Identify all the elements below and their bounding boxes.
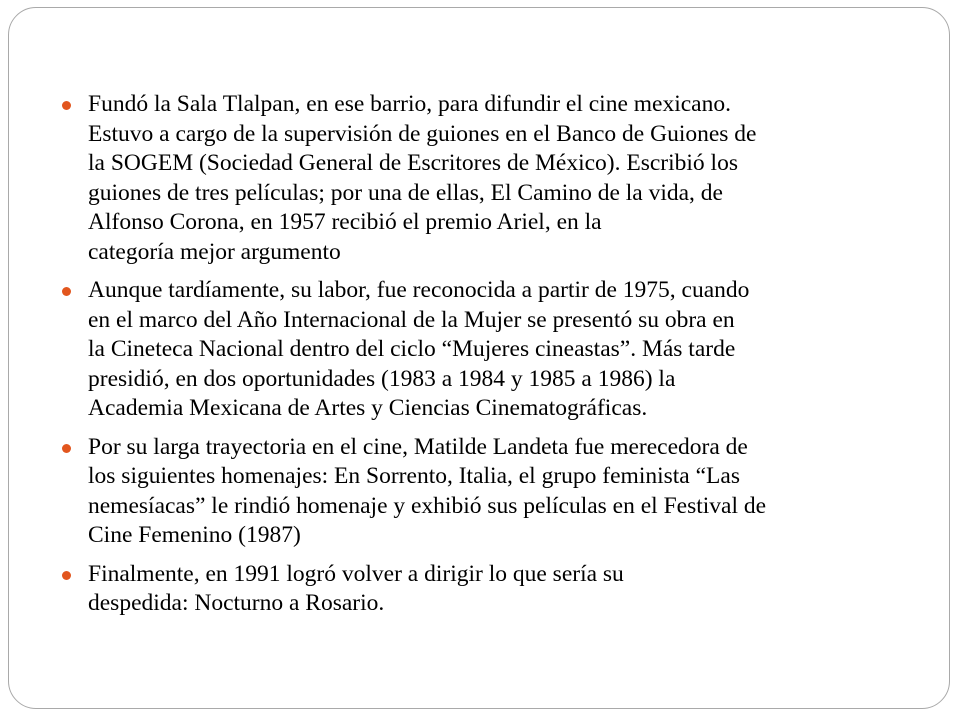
bullet-item xyxy=(62,276,922,424)
bullet-dot-icon xyxy=(62,287,71,296)
bullet-text: Finalmente, en 1991 logró volver a dirigir lo que sería su despedida: Nocturno a Rosario. xyxy=(88,560,624,616)
bullet-item xyxy=(62,90,922,267)
bullet-text: Por su larga trayectoria en el cine, Matilde Landeta fue merecedora de los siguientes homenajes: En Sorrento, Italia, el grupo feminista “Las nemesíacas” le rindió homenaje y exhibió sus películas en el Festival de Cine Femenino (1987) xyxy=(88,433,767,548)
bullet-text: Aunque tardíamente, su labor, fue reconocida a partir de 1975, cuando en el marco del Año Internacional de la Mujer se presentó su obra en la Cineteca Nacional dentro del ciclo “Mujeres cineastas”. Más tarde presidió, en dos oportunidades (1983 a 1984 y 1985 a 1986) la Academia Mexicana de Artes y Ciencias Cinematográficas. xyxy=(88,277,750,421)
bullet-item xyxy=(62,560,922,619)
bullet-list xyxy=(62,90,922,628)
bullet-dot-icon xyxy=(62,101,71,110)
bullet-dot-icon xyxy=(62,444,71,453)
bullet-item xyxy=(62,433,922,551)
bullet-text: Fundó la Sala Tlalpan, en ese barrio, para difundir el cine mexicano. Estuvo a cargo de la supervisión de guiones en el Banco de Guiones de la SOGEM (Sociedad General de Escritores de México). Escribió los guiones de tres películas; por una de ellas, El Camino de la vida, de Alfonso Corona, en 1957 recibió el premio Ariel, en la categoría mejor argumento xyxy=(88,91,757,265)
bullet-dot-icon xyxy=(62,571,71,580)
